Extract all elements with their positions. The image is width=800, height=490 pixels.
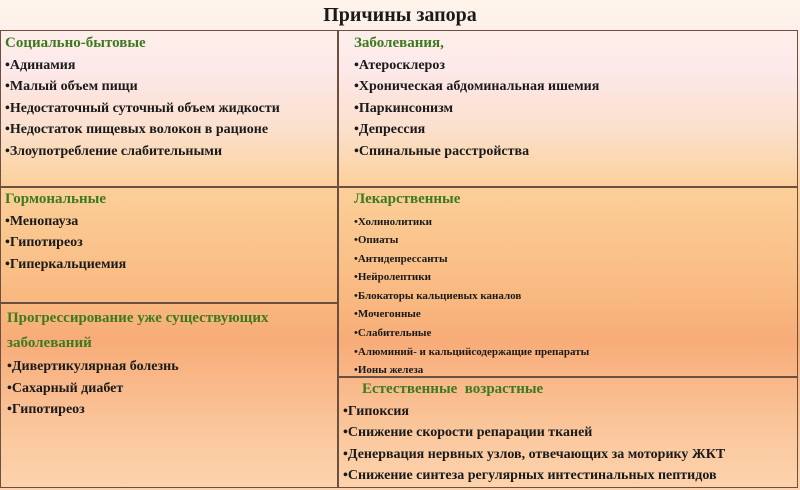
list-item: • Слабительные (354, 324, 589, 343)
list-item: • Антидепрессанты (354, 250, 589, 269)
section-heading: Прогрессирование уже существующих (7, 310, 269, 326)
list-item: • Паркинсонизм (354, 98, 599, 120)
list-item: • Снижение синтеза регулярных интестинальных пептидов (343, 465, 725, 487)
list-item: • Мочегонные (354, 305, 589, 324)
row-divider (0, 186, 798, 188)
column-divider (337, 30, 339, 488)
list-item: • Гипотиреоз (5, 232, 126, 254)
list-item: • Ионы железа (354, 361, 589, 380)
section-hormonal (5, 189, 126, 275)
section-heading: Социально-бытовые (5, 35, 146, 51)
list-item: • Холинолитики (354, 213, 589, 232)
list-item: • Недостаточный суточный объем жидкости (5, 98, 280, 120)
list-item: • Блокаторы кальциевых каналов (354, 287, 589, 306)
section-diseases (354, 33, 599, 162)
list-item: • Гипотиреоз (7, 399, 268, 421)
list-item: • Депрессия (354, 119, 599, 141)
section-heading-continued: заболеваний (7, 335, 92, 351)
left-row-divider (0, 302, 338, 304)
list-item: • Недостаток пищевых волокон в рационе (5, 119, 280, 141)
section-drugs (354, 189, 589, 380)
section-heading: Естественные возрастные (362, 381, 544, 397)
list-item: • Опиаты (354, 231, 589, 250)
section-social (5, 33, 280, 162)
list-item: • Спинальные расстройства (354, 141, 599, 163)
list-item: • Адинамия (5, 55, 280, 77)
page-title: Причины запора (323, 4, 477, 26)
list-item: • Гипоксия (343, 401, 725, 423)
section-progression (7, 306, 268, 421)
list-item: • Дивертикулярная болезнь (7, 356, 268, 378)
list-item: • Злоупотребление слабительными (5, 141, 280, 163)
list-item: • Хроническая абдоминальная ишемия (354, 76, 599, 98)
section-age (343, 379, 725, 487)
list-item: • Алюминий- и кальцийсодержащие препараты (354, 343, 589, 362)
list-item: • Сахарный диабет (7, 378, 268, 400)
list-item: • Снижение скорости репарации тканей (343, 422, 725, 444)
list-item: • Малый объем пищи (5, 76, 280, 98)
list-item: • Менопауза (5, 211, 126, 233)
list-item: • Атеросклероз (354, 55, 599, 77)
list-item: • Денервация нервных узлов, отвечающих за моторику ЖКТ (343, 444, 725, 466)
list-item: • Нейролептики (354, 268, 589, 287)
section-heading: Гормональные (5, 191, 106, 207)
section-heading: Заболевания, (354, 35, 444, 51)
list-item: • Гиперкальциемия (5, 254, 126, 276)
section-heading: Лекарственные (354, 191, 461, 207)
